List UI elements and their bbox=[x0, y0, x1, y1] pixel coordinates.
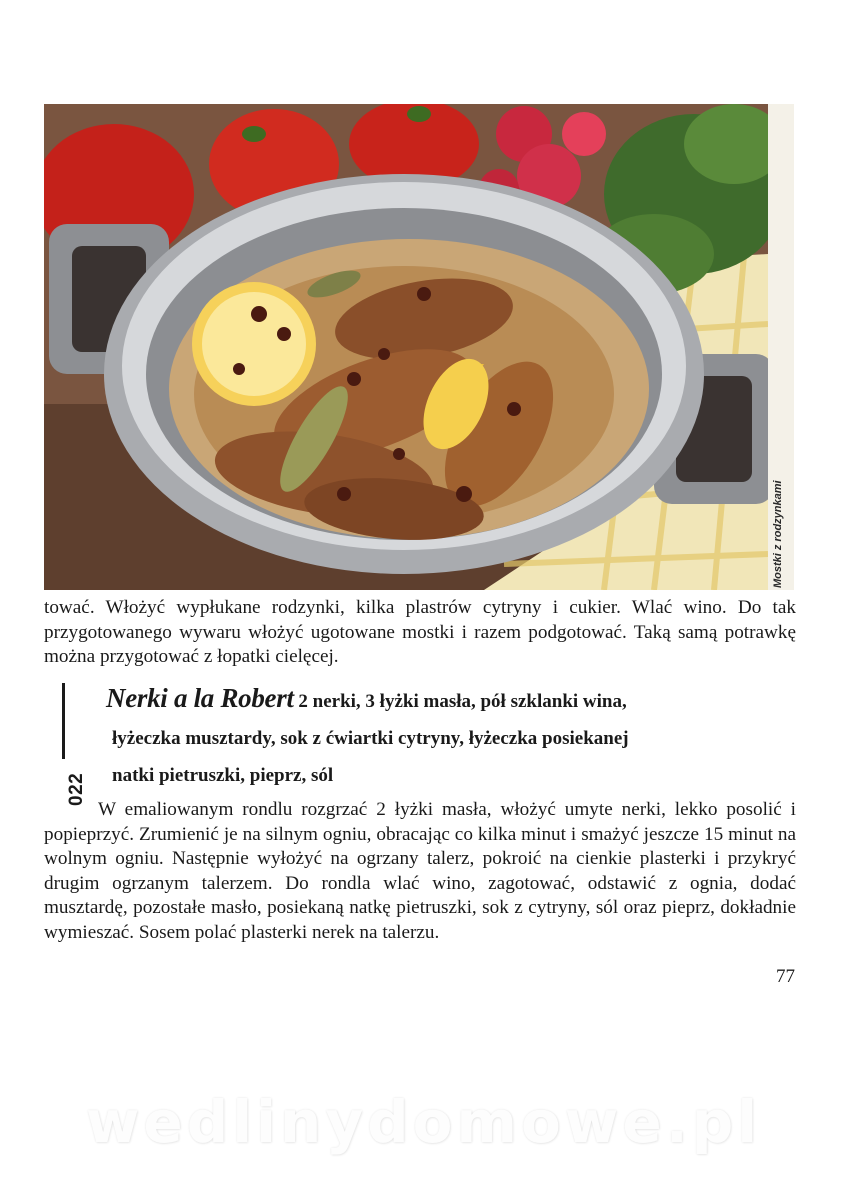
ingredients-line1: 2 nerki, 3 łyżki masła, pół szklanki wina, bbox=[298, 691, 627, 712]
recipe-marker-line bbox=[62, 683, 65, 759]
ingredients-line2: łyżeczka musztardy, sok z ćwiartki cytryny, łyżeczka posiekanej bbox=[112, 728, 629, 749]
recipe-heading-line2 bbox=[106, 720, 786, 757]
recipe-title: Nerki a la Robert bbox=[106, 683, 294, 713]
recipe-number: 022 bbox=[66, 772, 87, 806]
recipe-heading-line3 bbox=[106, 757, 786, 794]
recipe-heading-line1 bbox=[106, 680, 786, 720]
recipe-photo bbox=[44, 104, 768, 590]
recipe-heading bbox=[106, 680, 786, 794]
photo-caption: Mostki z rodzynkami bbox=[772, 480, 784, 588]
pan-with-meat-dish-illustration bbox=[44, 104, 768, 590]
watermark: wedlinydomowe.pl bbox=[85, 1088, 762, 1156]
recipe-instructions: W emaliowanym rondlu rozgrzać 2 łyżki masła, włożyć umyte nerki, lekko posolić i popieprzyć. Zrumienić je na silnym ogniu, obracając co kilka minut i smażyć jeszcze 15 minut na wolnym ogniu. Następnie wyłożyć na ogrzany talerz, pokroić na cienkie plasterki i przykryć drugim ogrzanym talerzem. Do rondla wlać wino, zagotować, odstawić z ognia, dodać musztardę, pozostałe masło, posiekaną natkę pietruszki, sok z cytryny, sól oraz pieprz, dokładnie wymieszać. Sosem polać plasterki nerek na talerzu. bbox=[44, 799, 796, 943]
page-number: 77 bbox=[776, 966, 795, 987]
ingredients-line3: natki pietruszki, pieprz, sól bbox=[112, 765, 334, 786]
previous-recipe-continuation: tować. Włożyć wypłukane rodzynki, kilka plastrów cytryny i cukier. Wlać wino. Do tak przygotowanego wywaru włożyć ugotowane mostki i razem podgotować. Taką samą potrawkę można przygotować z łopatki cielęcej. bbox=[44, 597, 796, 667]
